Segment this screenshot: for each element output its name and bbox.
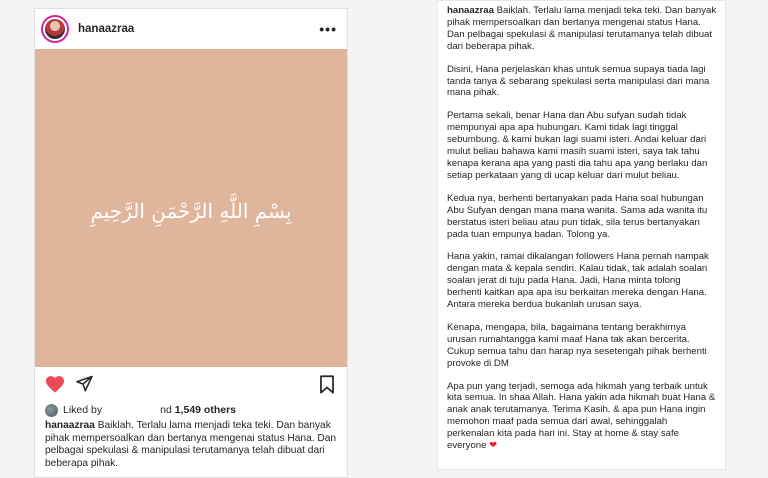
post-username[interactable]: hanaazraa — [78, 23, 135, 35]
liked-by-suffix: nd — [160, 404, 172, 416]
caption-paragraph: Disini, Hana perjelaskan khas untuk semua supaya tiada lagi tanda tanya & sebarang spekulasi serta manipulasi dari mana mana pihak. — [447, 63, 710, 99]
caption-paragraph-text: Baiklah. Terlalu lama menjadi teka teki. Dan banyak pihak mempersoalkan dan bertanya mengenai status Hana. Dan pelbagai spekulasi & manipulasi terutamanya telah dibuat dari beberapa pihak. — [447, 5, 717, 52]
red-heart-icon: ❤ — [489, 440, 498, 452]
avatar-image — [45, 19, 65, 39]
bookmark-icon[interactable] — [319, 375, 335, 394]
liked-by-prefix: Liked by — [63, 404, 103, 416]
caption-username[interactable]: hanaazraa — [45, 420, 95, 431]
post-actions — [35, 369, 347, 399]
likes-row — [45, 401, 236, 419]
post-caption — [45, 420, 341, 470]
caption-panel-username[interactable]: hanaazraa — [447, 5, 494, 16]
post-image[interactable] — [35, 49, 347, 367]
caption-paragraph: Kedua nya, berhenti bertanyakan pada Hana soal hubungan Abu Sufyan dengan mana mana wanita. Sama ada wanita itu berstatus isteri beliau atau pun tidak, sila terus bertanyakan pada tuan empunya badan. Tolong ya. — [447, 192, 708, 240]
caption-paragraph — [447, 5, 717, 53]
liked-by-avatar[interactable] — [45, 404, 58, 417]
likes-count[interactable]: 1,549 others — [174, 404, 237, 416]
caption-paragraph-text: Apa pun yang terjadi, semoga ada hikmah yang terbaik untuk kita semua. In shaa Allah. Hana yakin ada hikmah buat Hana & anak anak terutamanya. Terima Kasih. & apa pun Hana ingin memohon maaf pada semua dari awal, sehinggalah perkenalan kita pada hari ini. Stay at home & stay safe everyone — [447, 380, 716, 452]
caption-paragraph: Kenapa, mengapa, bila, bagaimana tentang berakhirnya urusan rumahtangga kami maaf Hana tak akan bercerita. Cukup semua tahu dan harap nya sesetengah pihak berhenti provoke di DM — [447, 321, 707, 369]
caption-paragraph: Hana yakin, ramai dikalangan followers Hana pernah nampak dengan mata & kepala sendiri. Kalau tidak, tak adalah soalan soalan jerat di tuju pada Hana. Jadi, Hana minta tolong berhenti kaitkan apa apa isu berkaitan mereka dengan Hana. Antara mereka berdua bukanlah urusan saya. — [447, 251, 709, 311]
share-icon[interactable] — [75, 375, 94, 393]
avatar[interactable] — [41, 15, 69, 43]
caption-paragraph: Pertama sekali, benar Hana dan Abu sufyan sudah tidak mempunyai apa apa hubungan. Kami tidak lagi tinggal sebumbung. & kami bukan lagi suami isteri. Andai keluar dari mulut beliau bahawa kami masih suami isteri, saya tak tahu kenapa kerana apa yang pasti dia tahu apa yang berlaku dan setiap perkataan yang di ucap keluar dari mulut beliau. — [447, 110, 708, 181]
bismillah-text: بِسْمِ اللَّهِ الرَّحْمَنِ الرَّحِيمِ — [90, 199, 292, 223]
instagram-post — [34, 8, 348, 478]
heart-icon[interactable] — [45, 375, 65, 393]
more-options-icon[interactable]: ••• — [319, 21, 337, 37]
post-header — [35, 9, 347, 49]
caption-paragraph — [447, 381, 717, 452]
caption-text: Baiklah. Terlalu lama menjadi teka teki. Dan banyak pihak mempersoalkan dan bertanya mengenai status Hana. Dan pelbagai spekulasi & manipulasi terutamanya telah dibuat dari beberapa pihak. — [45, 420, 337, 469]
caption-panel — [437, 0, 726, 470]
